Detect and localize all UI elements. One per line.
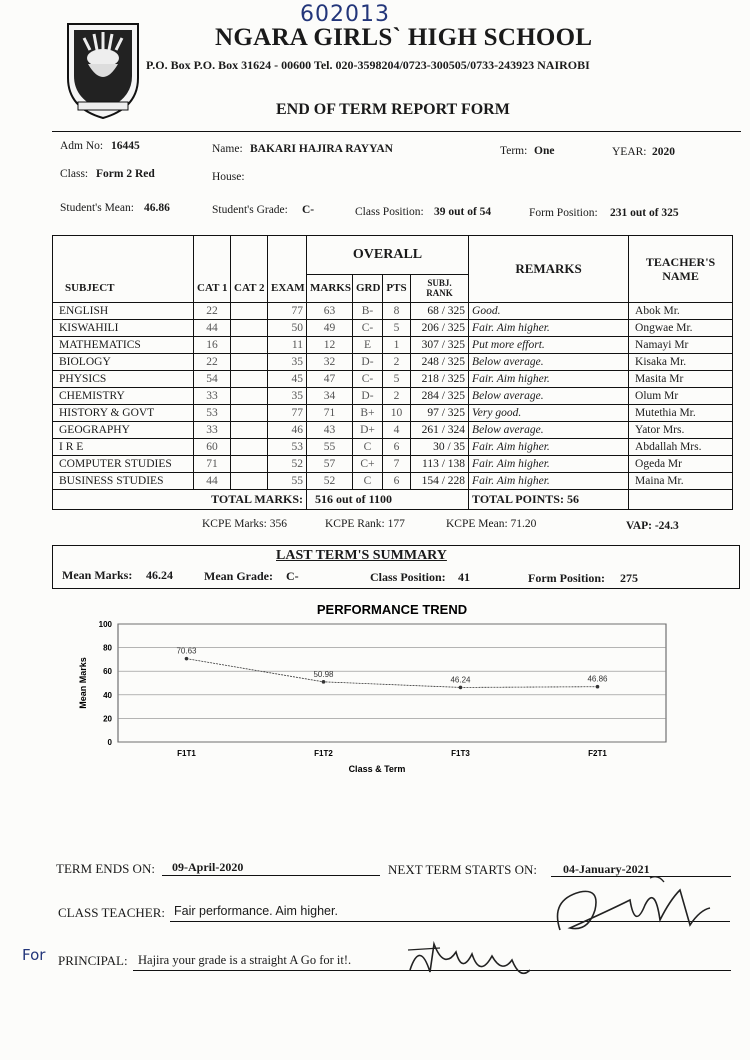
cat2-cell [231, 438, 268, 455]
cat1-cell: 53 [194, 404, 231, 421]
teacher-cell: Abok Mr. [629, 302, 733, 319]
cat2-cell [231, 302, 268, 319]
exam-cell: 45 [268, 370, 307, 387]
last-mean-grade-value: C- [286, 569, 299, 583]
grade-cell: D+ [353, 421, 383, 438]
data-point [459, 686, 463, 690]
marks-cell: 47 [307, 370, 353, 387]
last-class-position-value: 41 [458, 570, 470, 584]
cat1-cell: 22 [194, 302, 231, 319]
subject-cell: BUSINESS STUDIES [53, 472, 194, 489]
cat1-cell: 33 [194, 387, 231, 404]
remarks-cell: Fair. Aim higher. [469, 370, 629, 387]
school-address: P.O. Box P.O. Box 31624 - 00600 Tel. 020-3598204/0723-300505/0733-243923 NAIROBI [146, 58, 590, 72]
name-value: BAKARI HAJIRA RAYYAN [250, 143, 393, 155]
principal-prefix: For [22, 946, 46, 964]
adm-no-value: 16445 [111, 140, 140, 152]
remarks-cell: Good. [469, 302, 629, 319]
term-ends-label: TERM ENDS ON: [56, 861, 155, 876]
grade-cell: C- [353, 319, 383, 336]
cat2-cell [231, 455, 268, 472]
remarks-cell: Very good. [469, 404, 629, 421]
table-row [53, 438, 733, 455]
class-label: Class: [60, 168, 89, 180]
teacher-cell: Mutethia Mr. [629, 404, 733, 421]
cat1-cell: 44 [194, 472, 231, 489]
cat2-header: CAT 2 [231, 274, 268, 302]
rank-cell: 307 / 325 [411, 336, 469, 353]
exam-cell: 77 [268, 302, 307, 319]
last-mean-marks-label: Mean Marks: [62, 568, 133, 582]
marks-cell: 32 [307, 353, 353, 370]
student-grade-label: Student's Grade: [212, 204, 288, 216]
exam-cell: 77 [268, 404, 307, 421]
grd-header: GRD [353, 274, 383, 302]
teacher-cell: Maina Mr. [629, 472, 733, 489]
data-label: 46.86 [587, 674, 608, 684]
points-cell: 1 [383, 336, 411, 353]
last-term-title: LAST TERM'S SUMMARY [276, 548, 447, 563]
class-position-label: Class Position: [355, 206, 424, 218]
cat1-header: CAT 1 [194, 274, 231, 302]
grade-cell: B+ [353, 404, 383, 421]
marks-cell: 55 [307, 438, 353, 455]
grade-cell: D- [353, 387, 383, 404]
points-cell: 6 [383, 438, 411, 455]
points-cell: 2 [383, 387, 411, 404]
exam-header: EXAM [268, 274, 307, 302]
table-row [53, 336, 733, 353]
remarks-cell: Fair. Aim higher. [469, 319, 629, 336]
remarks-cell: Below average. [469, 387, 629, 404]
exam-cell: 55 [268, 472, 307, 489]
remarks-cell: Fair. Aim higher. [469, 438, 629, 455]
last-mean-marks-value: 46.24 [146, 568, 173, 582]
marks-table [52, 235, 733, 510]
grade-cell: B- [353, 302, 383, 319]
name-label: Name: [212, 143, 243, 155]
subject-cell: I R E [53, 438, 194, 455]
vap-value: VAP: -24.3 [626, 520, 679, 532]
table-row [53, 455, 733, 472]
principal-signature [400, 930, 540, 990]
y-tick-label: 100 [98, 620, 112, 629]
cat1-cell: 60 [194, 438, 231, 455]
points-cell: 5 [383, 370, 411, 387]
remarks-cell: Put more effort. [469, 336, 629, 353]
total-marks-value: 516 out of 1100 [307, 489, 469, 509]
points-cell: 2 [383, 353, 411, 370]
subject-header: SUBJECT [53, 274, 194, 302]
exam-cell: 52 [268, 455, 307, 472]
year-label: YEAR: [612, 146, 647, 158]
term-ends-underline [162, 875, 380, 876]
cat2-cell [231, 370, 268, 387]
subject-cell: KISWAHILI [53, 319, 194, 336]
remarks-header: REMARKS [469, 236, 629, 303]
subject-cell: HISTORY & GOVT [53, 404, 194, 421]
remarks-cell: Below average. [469, 421, 629, 438]
cat2-cell [231, 336, 268, 353]
table-row [53, 302, 733, 319]
table-row [53, 472, 733, 489]
teacher-cell: Abdallah Mrs. [629, 438, 733, 455]
points-cell: 6 [383, 472, 411, 489]
rank-cell: 248 / 325 [411, 353, 469, 370]
rank-cell: 97 / 325 [411, 404, 469, 421]
exam-cell: 35 [268, 387, 307, 404]
exam-cell: 35 [268, 353, 307, 370]
total-marks-label: TOTAL MARKS: [53, 489, 307, 509]
y-tick-label: 0 [107, 738, 112, 747]
plot-area [118, 624, 666, 742]
teacher-cell: Ongwae Mr. [629, 319, 733, 336]
rank-cell: 154 / 228 [411, 472, 469, 489]
overall-header: OVERALL [307, 236, 469, 275]
subject-cell: BIOLOGY [53, 353, 194, 370]
last-class-position-label: Class Position: [370, 570, 446, 584]
y-tick-label: 60 [103, 667, 112, 677]
grade-cell: C+ [353, 455, 383, 472]
adm-no-label: Adm No: [60, 140, 104, 152]
class-value: Form 2 Red [96, 168, 155, 180]
teacher-cell: Masita Mr [629, 370, 733, 387]
cat2-cell [231, 472, 268, 489]
rank-cell: 284 / 325 [411, 387, 469, 404]
kcpe-marks: KCPE Marks: 356 [202, 518, 287, 530]
last-form-position-value: 275 [620, 571, 638, 585]
x-tick-label: F1T1 [177, 749, 196, 758]
points-cell: 4 [383, 421, 411, 438]
rank-cell: 261 / 324 [411, 421, 469, 438]
grade-cell: C [353, 438, 383, 455]
cat2-cell [231, 319, 268, 336]
cat1-cell: 54 [194, 370, 231, 387]
data-label: 70.63 [176, 646, 197, 656]
series-line [187, 659, 598, 688]
table-row [53, 387, 733, 404]
form-position-label: Form Position: [529, 207, 598, 219]
teacher-cell: Kisaka Mr. [629, 353, 733, 370]
x-tick-label: F2T1 [588, 749, 607, 758]
subject-cell: PHYSICS [53, 370, 194, 387]
table-row [53, 319, 733, 336]
rank-cell: 68 / 325 [411, 302, 469, 319]
school-crest-logo [64, 20, 142, 120]
table-row [53, 404, 733, 421]
table-row [53, 370, 733, 387]
y-tick-label: 40 [103, 690, 112, 700]
kcpe-rank: KCPE Rank: 177 [325, 518, 405, 530]
marks-cell: 52 [307, 472, 353, 489]
next-term-value: 04-January-2021 [563, 862, 650, 876]
cat2-cell [231, 421, 268, 438]
points-cell: 7 [383, 455, 411, 472]
teacher-cell: Ogeda Mr [629, 455, 733, 472]
grade-cell: C [353, 472, 383, 489]
handwritten-reference: 602013 [300, 2, 390, 27]
house-label: House: [212, 171, 245, 183]
y-tick-label: 20 [103, 714, 112, 724]
marks-cell: 49 [307, 319, 353, 336]
school-name: NGARA GIRLS` HIGH SCHOOL [215, 24, 593, 51]
rank-cell: 206 / 325 [411, 319, 469, 336]
class-teacher-label: CLASS TEACHER: [58, 905, 166, 920]
teacher-cell: Olum Mr [629, 387, 733, 404]
term-ends-value: 09-April-2020 [172, 860, 244, 874]
points-cell: 5 [383, 319, 411, 336]
data-point [322, 680, 326, 684]
table-row [53, 421, 733, 438]
remarks-cell: Fair. Aim higher. [469, 472, 629, 489]
data-label: 50.98 [313, 669, 334, 679]
remarks-cell: Below average. [469, 353, 629, 370]
class-teacher-comment: Fair performance. Aim higher. [174, 904, 338, 918]
teacher-cell: Namayi Mr [629, 336, 733, 353]
student-grade-value: C- [302, 204, 315, 216]
data-label: 46.24 [450, 675, 471, 685]
subject-cell: MATHEMATICS [53, 336, 194, 353]
term-value: One [534, 145, 555, 157]
grade-cell: D- [353, 353, 383, 370]
points-cell: 10 [383, 404, 411, 421]
cat1-cell: 16 [194, 336, 231, 353]
marks-cell: 57 [307, 455, 353, 472]
points-cell: 8 [383, 302, 411, 319]
student-mean-value: 46.86 [144, 202, 170, 214]
x-tick-label: F1T3 [451, 749, 470, 758]
grade-cell: E [353, 336, 383, 353]
subject-cell: ENGLISH [53, 302, 194, 319]
exam-cell: 53 [268, 438, 307, 455]
student-mean-label: Student's Mean: [60, 202, 134, 214]
form-position-value: 231 out of 325 [610, 207, 679, 219]
data-point [185, 657, 189, 661]
teacher-header: TEACHER'S NAME [629, 236, 733, 303]
x-axis-label: Class & Term [348, 764, 406, 774]
y-axis-label: Mean Marks [78, 657, 88, 709]
subject-cell: CHEMISTRY [53, 387, 194, 404]
data-point [596, 685, 600, 689]
total-points: TOTAL POINTS: 56 [469, 489, 629, 509]
marks-cell: 12 [307, 336, 353, 353]
subject-cell: GEOGRAPHY [53, 421, 194, 438]
exam-cell: 46 [268, 421, 307, 438]
class-teacher-signature [540, 870, 720, 940]
form-title: END OF TERM REPORT FORM [276, 101, 510, 118]
kcpe-mean: KCPE Mean: 71.20 [446, 518, 537, 530]
rank-header: SUBJ. RANK [411, 274, 469, 302]
rank-cell: 30 / 35 [411, 438, 469, 455]
exam-cell: 50 [268, 319, 307, 336]
marks-header: MARKS [307, 274, 353, 302]
last-mean-grade-label: Mean Grade: [204, 569, 273, 583]
cat1-cell: 22 [194, 353, 231, 370]
term-label: Term: [500, 145, 528, 157]
performance-trend-chart [60, 600, 680, 785]
principal-label: PRINCIPAL: [58, 953, 128, 968]
rank-cell: 218 / 325 [411, 370, 469, 387]
cat1-cell: 71 [194, 455, 231, 472]
cat2-cell [231, 404, 268, 421]
pts-header: PTS [383, 274, 411, 302]
last-form-position-label: Form Position: [528, 571, 605, 585]
remarks-cell: Fair. Aim higher. [469, 455, 629, 472]
subject-cell: COMPUTER STUDIES [53, 455, 194, 472]
header-divider [52, 131, 741, 132]
teacher-cell: Yator Mrs. [629, 421, 733, 438]
y-tick-label: 80 [103, 643, 112, 653]
cat2-cell [231, 387, 268, 404]
rank-cell: 113 / 138 [411, 455, 469, 472]
x-tick-label: F1T2 [314, 749, 333, 758]
table-row [53, 353, 733, 370]
cat1-cell: 33 [194, 421, 231, 438]
next-term-label: NEXT TERM STARTS ON: [388, 862, 538, 877]
marks-cell: 34 [307, 387, 353, 404]
cat2-cell [231, 353, 268, 370]
chart-title: PERFORMANCE TREND [316, 602, 468, 617]
cat1-cell: 44 [194, 319, 231, 336]
marks-cell: 71 [307, 404, 353, 421]
exam-cell: 11 [268, 336, 307, 353]
year-value: 2020 [652, 146, 675, 158]
class-position-value: 39 out of 54 [434, 206, 492, 218]
marks-cell: 63 [307, 302, 353, 319]
grade-cell: C- [353, 370, 383, 387]
marks-cell: 43 [307, 421, 353, 438]
principal-comment: Hajira your grade is a straight A Go for it!. [138, 953, 352, 967]
